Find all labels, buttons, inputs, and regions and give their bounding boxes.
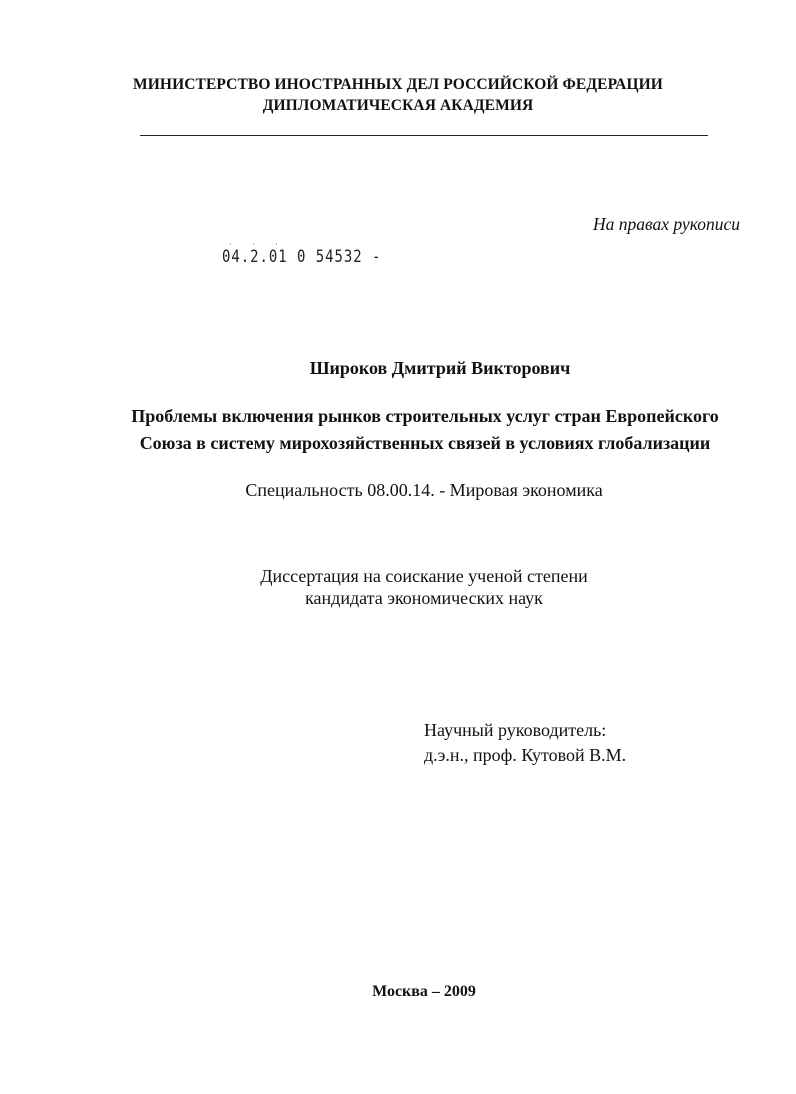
ministry-heading: МИНИСТЕРСТВО ИНОСТРАННЫХ ДЕЛ РОССИЙСКОЙ ФЕДЕРАЦИИ <box>133 76 663 93</box>
academy-heading: ДИПЛОМАТИЧЕСКАЯ АКАДЕМИЯ <box>262 97 534 114</box>
degree-line-2: кандидата экономических наук <box>305 588 543 608</box>
manuscript-note: На правах рукописи <box>593 214 740 234</box>
city-year: Москва – 2009 <box>372 983 476 1000</box>
degree-line-1: Диссертация на соискание ученой степени <box>260 566 588 586</box>
specialty-line: Специальность 08.00.14. - Мировая экономика <box>245 480 603 500</box>
supervisor-label: Научный руководитель: <box>424 720 607 740</box>
registration-stamp-number: 04.2.01 0 54532 - <box>222 247 382 267</box>
dissertation-title-line-1: Проблемы включения рынков строительных услуг стран Европейского <box>131 406 719 426</box>
header-divider <box>140 135 708 136</box>
stamp-dots: · · · <box>229 240 287 249</box>
supervisor-name: д.э.н., проф. Кутовой В.М. <box>424 745 627 765</box>
dissertation-title-line-2: Союза в систему мирохозяйственных связей в условиях глобализации <box>139 433 711 453</box>
author-name: Широков Дмитрий Викторович <box>309 358 571 378</box>
